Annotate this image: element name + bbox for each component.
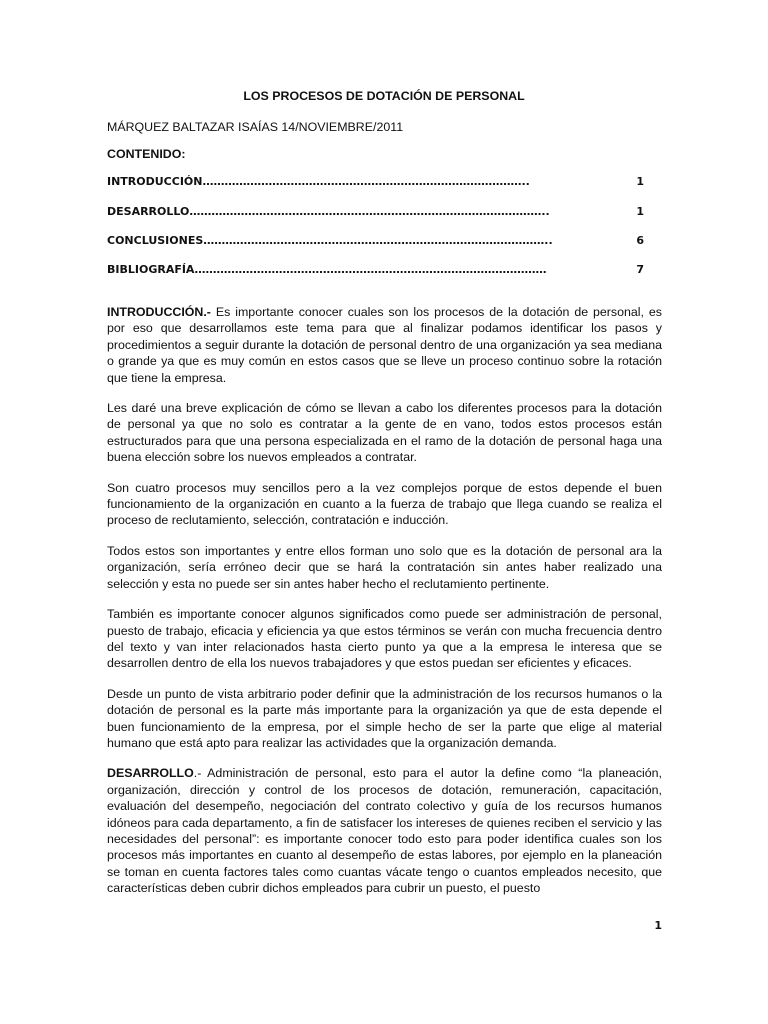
document-title: LOS PROCESOS DE DOTACIÓN DE PERSONAL xyxy=(243,89,525,103)
paragraph-text: Desde un punto de vista arbitrario poder definir que la administración de los recursos humanos o la dotación de personal es la parte más importante para la organización ya que de esta depende el buen funcionamiento de la empresa, por el simple hecho de ser la parte que elige al material humano que está apto para realizar las actividades que la organización demanda. xyxy=(107,686,662,750)
page-number: 1 xyxy=(654,919,662,932)
toc-label: INTRODUCCIÓN xyxy=(107,175,203,188)
paragraph xyxy=(107,400,662,466)
author-line: MÁRQUEZ BALTAZAR ISAÍAS 14/NOVIEMBRE/2011 xyxy=(107,120,404,134)
paragraph-text: Son cuatro procesos muy sencillos pero a la vez complejos porque de estos depende el buen funcionamiento de la organización en cuanto a la fuerza de trabajo que llega cuando se realiza el proceso de reclutamiento, selección, contratación e inducción. xyxy=(107,480,662,528)
contents-heading: CONTENIDO: xyxy=(107,147,186,161)
toc-label: DESARROLLO xyxy=(107,205,190,218)
toc-page: 1 xyxy=(636,175,644,188)
paragraph-lead: DESARROLLO xyxy=(107,766,194,781)
toc-entry-conclusiones xyxy=(107,233,660,249)
toc-leader: …………………………………………………………………………………….. xyxy=(189,205,550,218)
paragraph xyxy=(107,543,662,592)
toc-page: 6 xyxy=(636,234,644,247)
toc-entry-desarrollo xyxy=(107,204,660,220)
body-text xyxy=(107,304,662,911)
paragraph xyxy=(107,606,662,672)
paragraph xyxy=(107,480,662,529)
paragraph-text: También es importante conocer algunos significados como puede ser administración de personal, puesto de trabajo, eficacia y eficiencia ya que estos términos se verán con mucha frecuencia dentro del texto y van inter relacionados hasta cierto punto ya que a la empresa le interesa que se desarrollen dentro de ella los nuevos trabajadores y que estos puedan ser eficientes y eficaces. xyxy=(107,607,662,671)
paragraph-text: Todos estos son importantes y entre ellos forman uno solo que es la dotación de personal ara la organización, sería erróneo decir que se hará la contratación sin antes haber realizado una selección y esta no puede ser sin antes haber hecho el reclutamiento pertinente. xyxy=(107,543,662,591)
toc-entry-introduccion xyxy=(107,174,660,190)
paragraph-introduccion xyxy=(107,304,662,386)
paragraph-text: Les daré una breve explicación de cómo se llevan a cabo los diferentes procesos para la dotación de personal ya que no solo es contratar a la gente de en vano, todos estos procesos están estructurados para que una persona especializada en el ramo de la dotación de personal haga una buena elección sobre los nuevos empleados a contratar. xyxy=(107,401,662,465)
paragraph-text: .- Administración de personal, esto para el autor la define como “la planeación, organización, dirección y control de los procesos de dotación, remuneración, capacitación, evaluación del desempeño, negociación del contrato colectivo y guía de los recursos humanos idóneos para cada departamento, a fin de satisfacer los intereses de quienes reciben el servicio y las necesidades del personal”: es importante conocer todo esto para poder identifica cuales son los procesos más importantes en cuanto al desempeño de estas labores, por ejemplo en la planeación se toman en cuenta factores tales como cuantas vácate tengo o cuantos empleados necesito, que características deben cubrir dichos empleados para cubrir un puesto, el puesto xyxy=(107,766,662,896)
paragraph-desarrollo xyxy=(107,765,662,896)
toc-label: BIBLIOGRAFÍA xyxy=(107,263,195,276)
toc-leader: ………………………………………………………………………………….. xyxy=(203,234,553,247)
toc-leader: …………………………………………………………………………….. xyxy=(202,175,530,188)
toc-page: 1 xyxy=(636,205,644,218)
toc-entry-bibliografia xyxy=(107,262,660,278)
paragraph-text: Es importante conocer cuales son los procesos de la dotación de personal, es por eso que desarrollamos este tema para que al finalizar podamos identificar los pasos y procedimientos a seguir durante la dotación de personal dentro de una organización ya sea mediana o grande ya que es muy común en estos casos que se lleve un proceso continuo sobre la rotación que tiene la empresa. xyxy=(107,305,662,385)
paragraph xyxy=(107,686,662,752)
toc-page: 7 xyxy=(636,263,644,276)
paragraph-lead: INTRODUCCIÓN.- xyxy=(107,305,211,319)
toc-label: CONCLUSIONES xyxy=(107,234,204,247)
toc-leader: …………………………………………………………………………………… xyxy=(194,263,547,276)
